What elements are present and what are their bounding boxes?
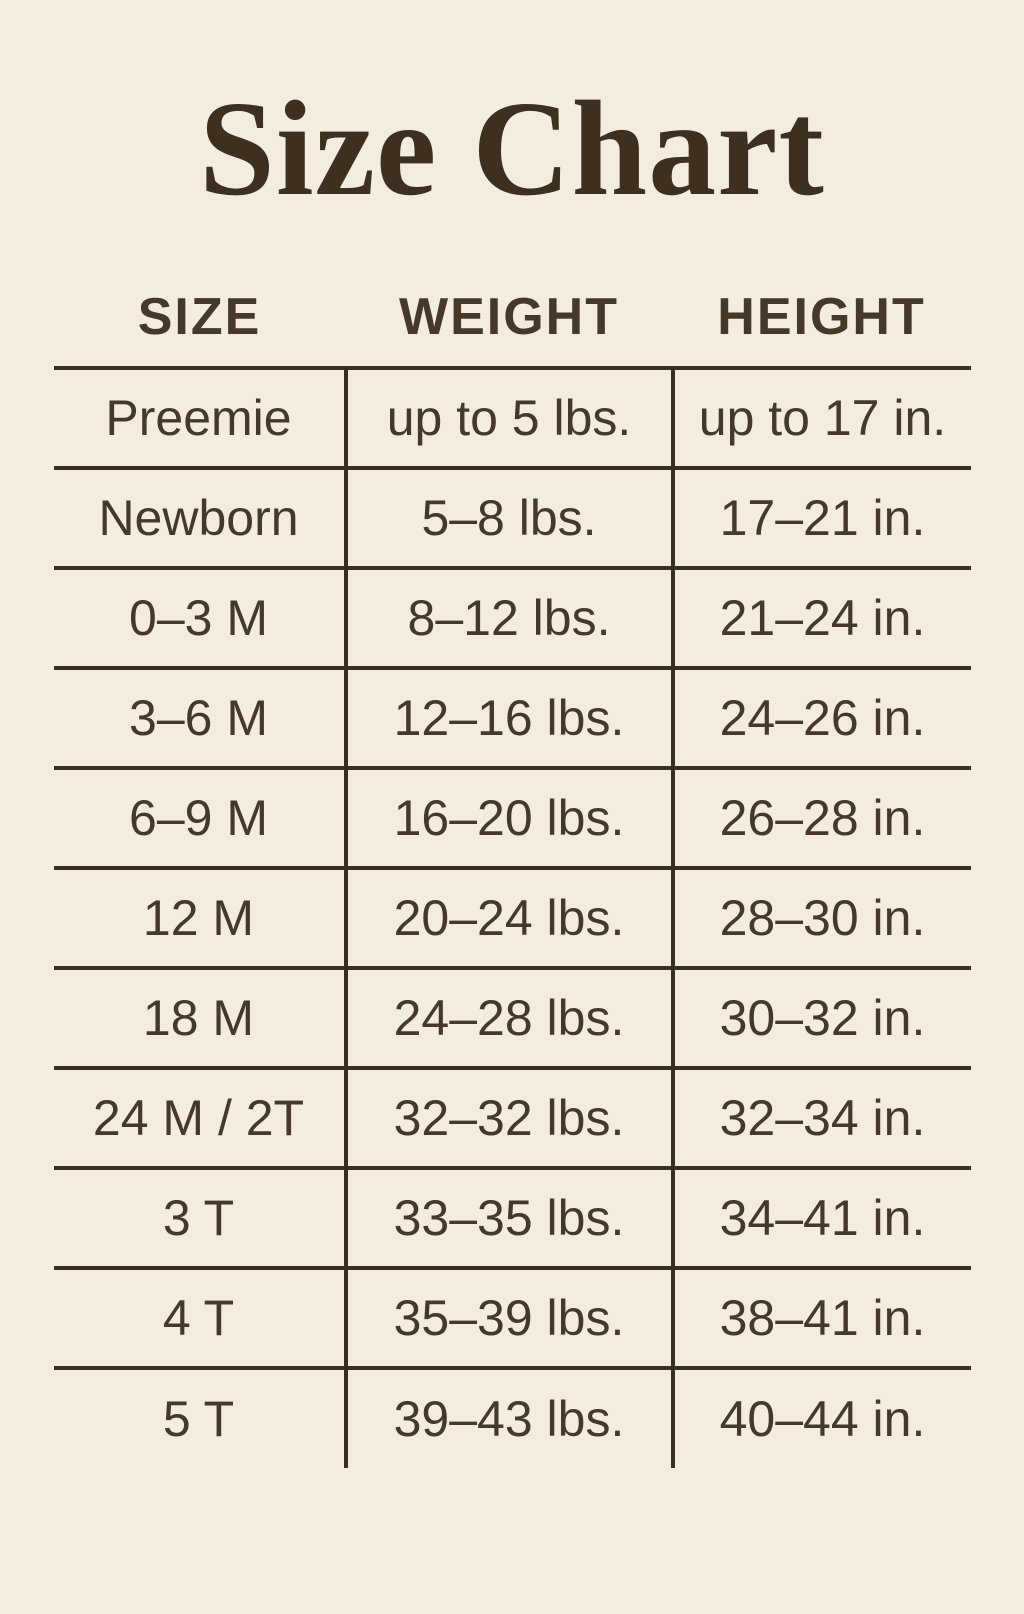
weight-cell: 16–20 lbs. — [346, 768, 673, 868]
weight-cell: 20–24 lbs. — [346, 868, 673, 968]
weight-cell: 35–39 lbs. — [346, 1268, 673, 1368]
height-cell: 30–32 in. — [673, 968, 971, 1068]
table-row — [54, 568, 971, 668]
height-cell: 40–44 in. — [673, 1368, 971, 1468]
height-cell: 28–30 in. — [673, 868, 971, 968]
header-row — [54, 268, 971, 368]
size-cell: 5 T — [162, 1390, 235, 1447]
size-chart-table — [54, 268, 971, 1468]
size-cell: 0–3 M — [129, 589, 268, 646]
size-cell: Preemie — [105, 389, 292, 446]
table-row — [54, 1368, 971, 1468]
table-row — [54, 968, 971, 1068]
weight-cell: 12–16 lbs. — [346, 668, 673, 768]
size-cell: 12 M — [142, 889, 255, 946]
weight-cell: 39–43 lbs. — [346, 1368, 673, 1468]
column-header-weight: WEIGHT — [399, 287, 619, 346]
size-chart-page — [0, 74, 1024, 1614]
height-cell: 26–28 in. — [673, 768, 971, 868]
size-cell: Newborn — [98, 489, 299, 546]
height-cell: 32–34 in. — [673, 1068, 971, 1168]
weight-cell: 5–8 lbs. — [346, 468, 673, 568]
height-cell: 17–21 in. — [673, 468, 971, 568]
table-row — [54, 368, 971, 468]
size-cell: 6–9 M — [129, 789, 268, 846]
height-cell: 21–24 in. — [673, 568, 971, 668]
page-title: Size Chart — [199, 74, 825, 224]
size-cell: 24 M / 2T — [92, 1089, 305, 1146]
size-cell: 4 T — [162, 1289, 235, 1346]
height-cell: 24–26 in. — [673, 668, 971, 768]
column-header-height: HEIGHT — [717, 287, 926, 346]
height-cell: up to 17 in. — [673, 368, 971, 468]
height-cell: 34–41 in. — [673, 1168, 971, 1268]
weight-cell: 32–32 lbs. — [346, 1068, 673, 1168]
size-cell: 18 M — [142, 989, 255, 1046]
height-cell: 38–41 in. — [673, 1268, 971, 1368]
weight-cell: 33–35 lbs. — [346, 1168, 673, 1268]
weight-cell: 8–12 lbs. — [346, 568, 673, 668]
table-row — [54, 468, 971, 568]
table-row — [54, 868, 971, 968]
column-header-size: SIZE — [137, 287, 262, 346]
table-row — [54, 668, 971, 768]
weight-cell: 24–28 lbs. — [346, 968, 673, 1068]
table-row — [54, 1268, 971, 1368]
size-cell: 3–6 M — [129, 689, 268, 746]
table-row — [54, 1068, 971, 1168]
table-row — [54, 768, 971, 868]
size-cell: 3 T — [162, 1189, 235, 1246]
table-row — [54, 1168, 971, 1268]
weight-cell: up to 5 lbs. — [346, 368, 673, 468]
